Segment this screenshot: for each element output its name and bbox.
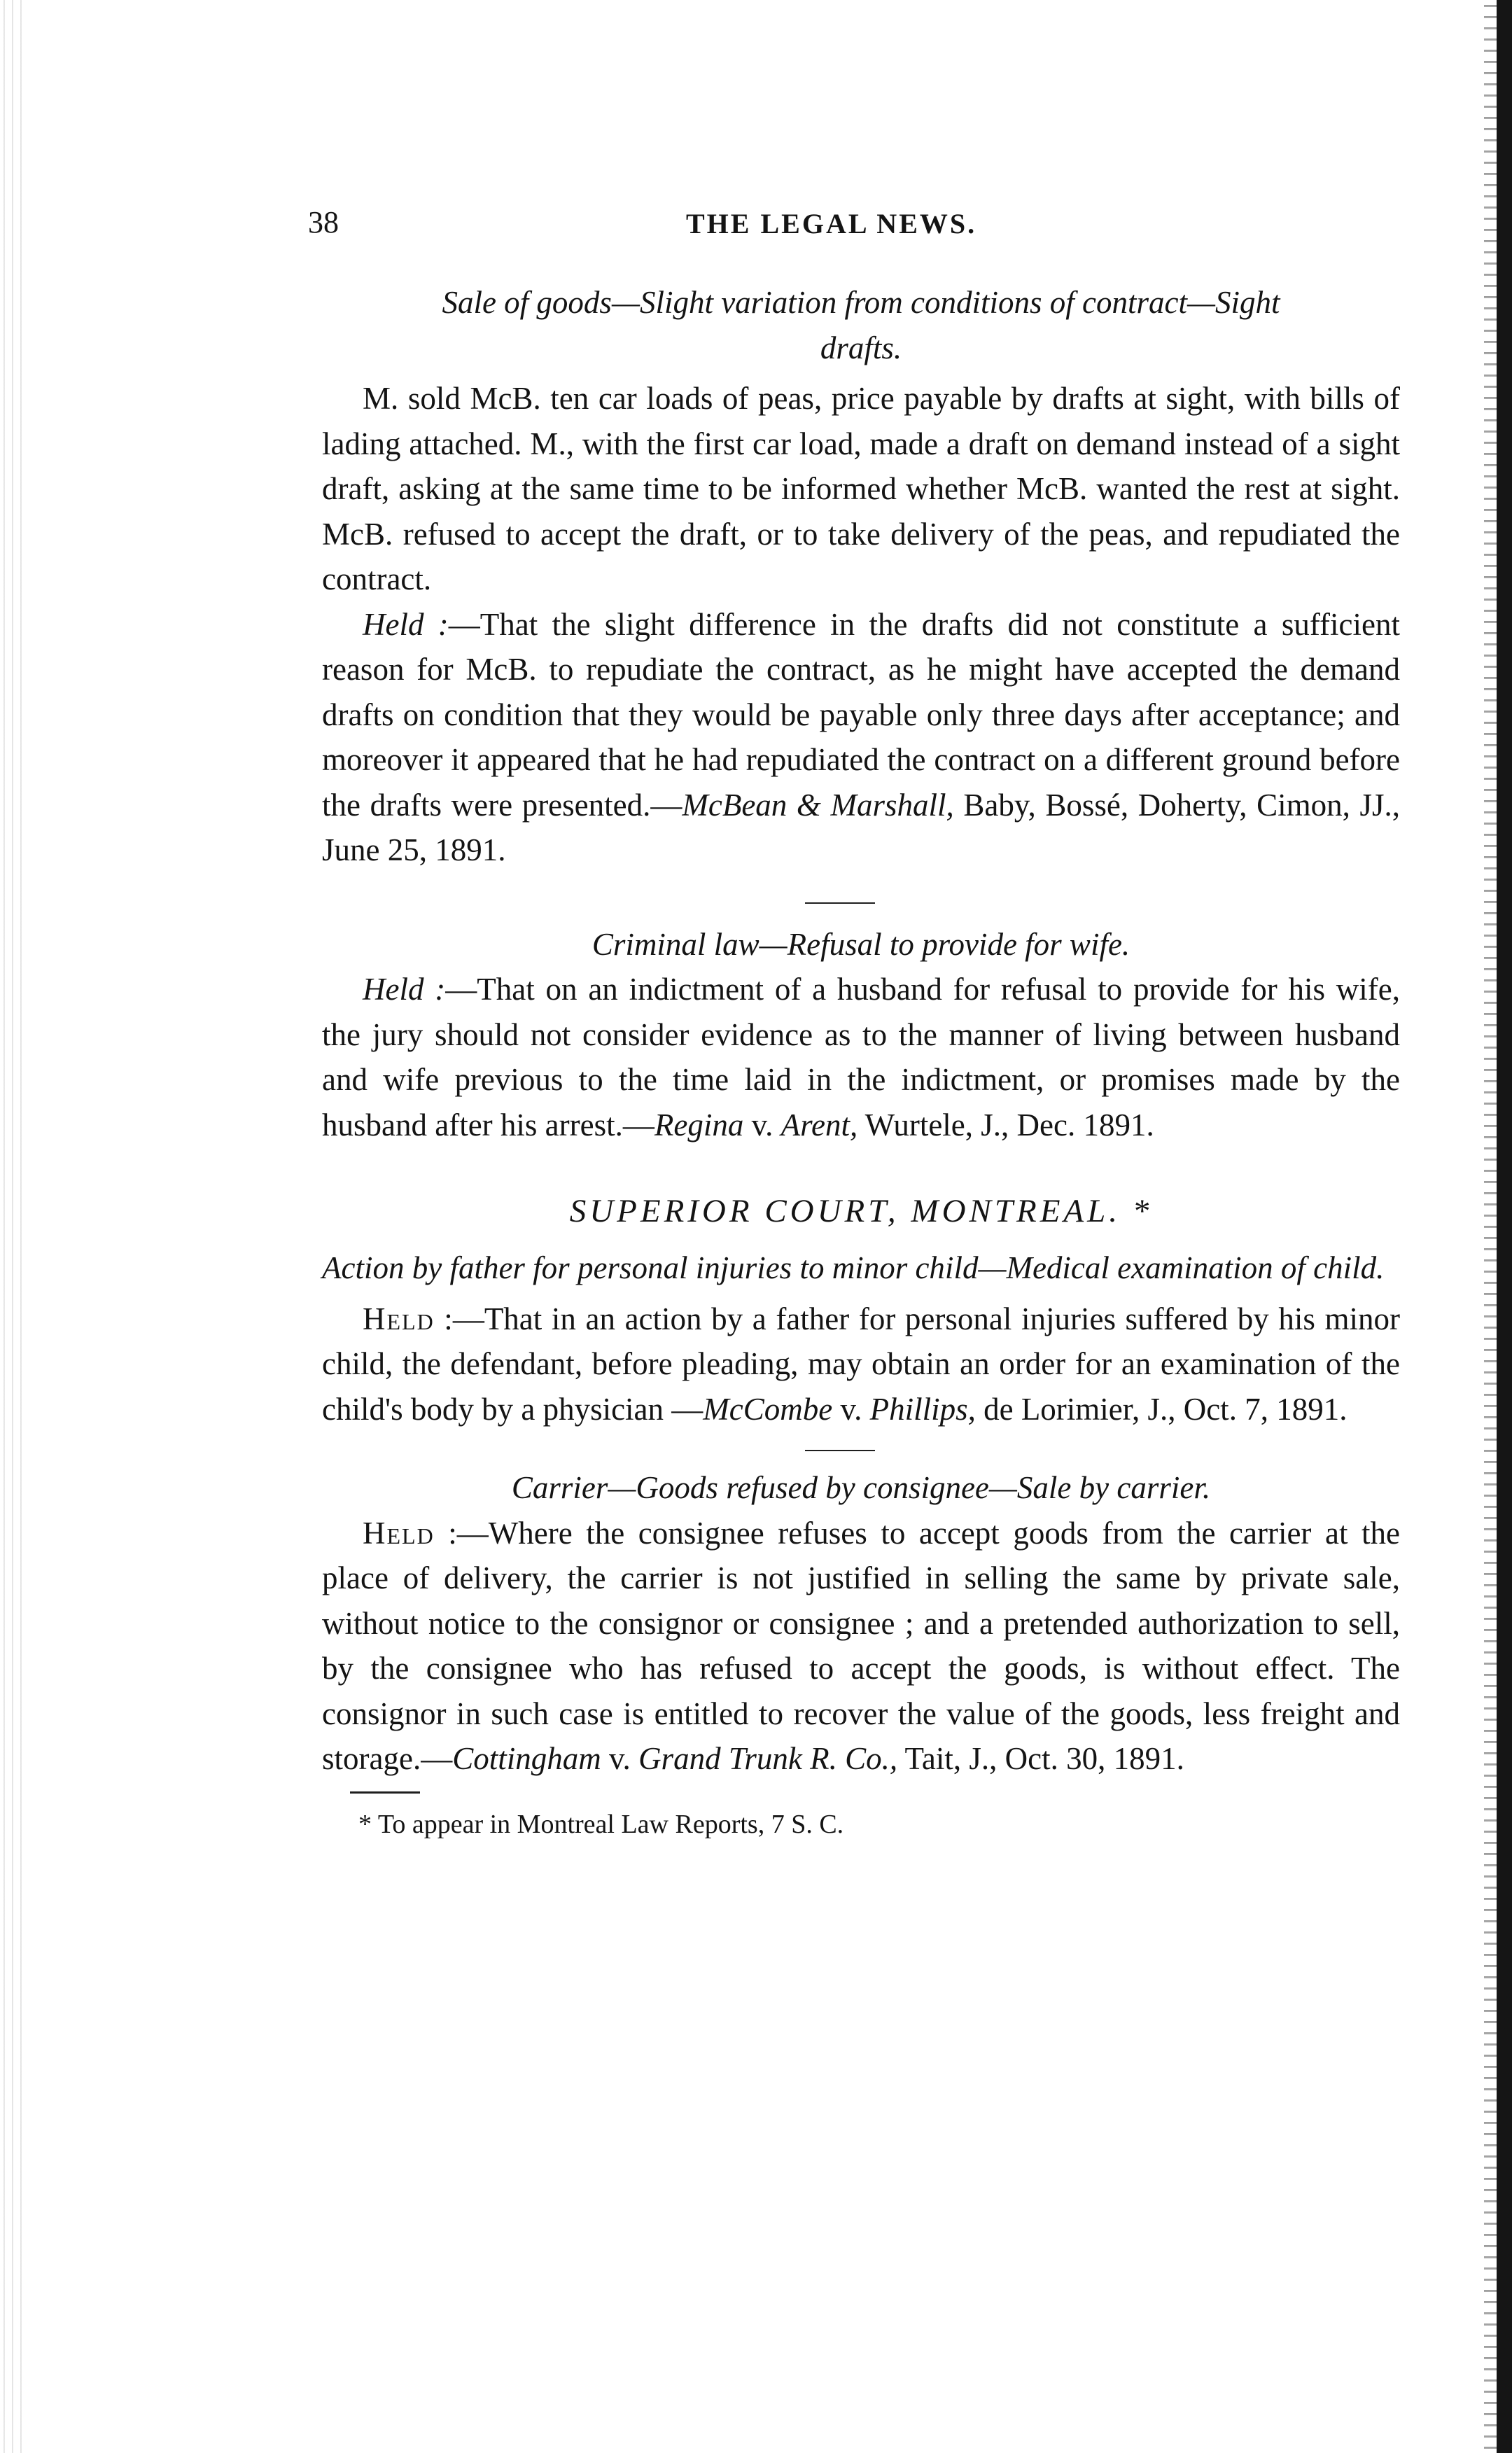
divider-rule <box>805 902 875 904</box>
case3-versus: v. <box>832 1391 870 1427</box>
case1-held-text: —That the slight difference in the drafts did not constitute a sufficient reason for McB. to repudiate the contract, as he might have accepted the demand drafts on condition that they would be payable only three days after acceptance; and moreover it appeared that he had repudiated the contract on a different ground before the drafts were presented.— <box>322 606 1400 823</box>
case4-held-label: Held <box>363 1515 435 1551</box>
scan-right-shadow <box>1484 0 1497 2453</box>
case3-party1: McCombe <box>703 1391 833 1427</box>
text-column <box>322 280 1400 1843</box>
case2-versus: v. <box>743 1107 781 1142</box>
court-heading: SUPERIOR COURT, MONTREAL. * <box>569 1193 1153 1229</box>
case2-held-text: —That on an indictment of a husband for refusal to provide for his wife, the jury should not consider evidence as to the manner of living between husband and wife previous to the time laid in the indictment, or promises made by the husband after his arrest.— <box>322 972 1400 1142</box>
scan-right-edge <box>1497 0 1512 2453</box>
case2-held <box>322 967 1400 1147</box>
page-header <box>308 204 1400 246</box>
case4-held <box>322 1511 1400 1782</box>
case2-party1: Regina <box>654 1107 744 1142</box>
case4-citation: Tait, J., Oct. 30, 1891. <box>897 1741 1184 1776</box>
case3-held <box>322 1297 1400 1432</box>
case2-citation: Wurtele, J., Dec. 1891. <box>858 1107 1154 1142</box>
case2-held-label: Held : <box>363 972 446 1007</box>
case4-party1: Cottingham <box>452 1741 601 1776</box>
case1-facts: M. sold McB. ten car loads of peas, price payable by drafts at sight, with bills of lading attached. M., with the first car load, made a draft on demand instead of a sight draft, asking at the same time to be informed whether McB. wanted the rest at sight. McB. refused to accept the draft, or to take delivery of the peas, and repudiated the contract. <box>322 381 1400 596</box>
case1-citation: Baby, Bossé, Doherty, Cimon, JJ., June 25, 1891. <box>322 787 1400 867</box>
case1-headnote-line2: drafts. <box>820 330 902 365</box>
case1-case-name: McBean & Marshall, <box>682 787 954 823</box>
case1-held-label: Held : <box>363 606 449 642</box>
case4-headnote: Carrier—Goods refused by consignee—Sale by carrier. <box>511 1470 1211 1505</box>
case3-headnote: Action by father for personal injuries to minor child—Medical examination of child. <box>322 1250 1385 1285</box>
case4-held-text: :—Where the consignee refuses to accept goods from the carrier at the place of delivery, the carrier is not justified in selling the same by private sale, without notice to the consignor or consignee ; and a pretended authorization to sell, by the consignee who has refused to accept the goods, is without effect. The consignor in such case is entitled to recover the value of the goods, less freight and storage.— <box>322 1515 1400 1776</box>
case3-held-text: :—That in an action by a father for personal injuries suffered by his minor child, the defendant, before pleading, may obtain an order for an examination of the child's body by a physician — <box>322 1301 1400 1427</box>
divider-rule <box>805 1450 875 1451</box>
case1-held <box>322 602 1400 873</box>
case4-party2: Grand Trunk R. Co., <box>638 1741 898 1776</box>
case3-citation: de Lorimier, J., Oct. 7, 1891. <box>975 1391 1348 1427</box>
case2-party2: Arent, <box>780 1107 858 1142</box>
scan-left-edge <box>0 0 28 2453</box>
footnote: * To appear in Montreal Law Reports, 7 S. C. <box>358 1809 844 1839</box>
case4-versus: v. <box>601 1741 639 1776</box>
running-title: THE LEGAL NEWS. <box>686 208 977 239</box>
case1-headnote-line1: Sale of goods—Slight variation from conditions of contract—Sight <box>442 285 1280 320</box>
case3-held-label: Held <box>363 1301 435 1336</box>
case2-headnote: Criminal law—Refusal to provide for wife. <box>592 926 1130 962</box>
case3-party2: Phillips, <box>869 1391 976 1427</box>
case1-headnote <box>322 280 1400 370</box>
footnote-rule <box>350 1791 420 1794</box>
page-number: 38 <box>308 205 339 239</box>
